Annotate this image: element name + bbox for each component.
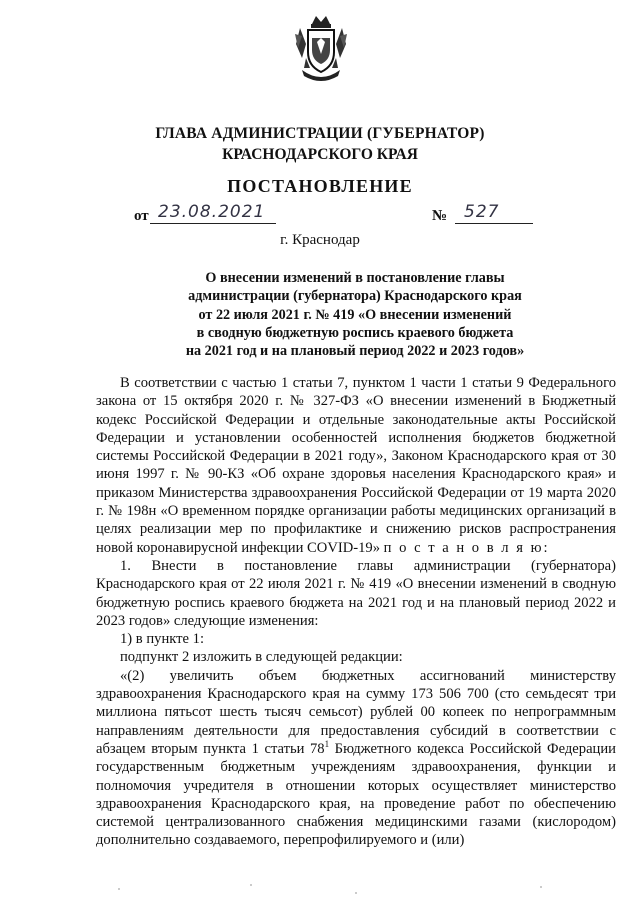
scan-speck — [118, 888, 120, 890]
quote-text-part1: «(2) увеличить объем бюджетных ассигнований министерству здравоохранения Краснодарского края на сумму 173 506 700 (сто семьдесят три миллиона пятьсот шесть тысяч семьсот) рублей 00 копеек по непрограммным направлениям деятельности для предоставления субсидий в соответствии с абзацем вторым пункта 1 статьи 78 — [96, 667, 616, 757]
handwritten-number: 527 — [464, 202, 500, 222]
handwritten-date: 23.08.2021 — [158, 202, 266, 222]
date-label: от — [134, 208, 149, 224]
subitem-paragraph: подпункт 2 изложить в следующей редакции: — [120, 649, 403, 666]
scan-speck — [250, 884, 252, 886]
number-label: № — [432, 208, 448, 224]
item-1-paragraph: 1. Внести в постановление главы администрации (губернатора) Краснодарского края от 22 июля 2021 г. № 419 «О внесении изменений в сводную бюджетную роспись краевого бюджета на 2021 год и на плановый период 2022 и 2023 годов» следующие изменения: — [96, 557, 616, 629]
item-1-1-paragraph: 1) в пункте 1: — [120, 631, 205, 648]
document-heading — [160, 269, 550, 360]
preamble-text: В соответствии с частью 1 статьи 7, пунктом 1 части 1 статьи 9 Федерального закона от 15 октября 2020 г. № 327-ФЗ «О внесении изменений в Бюджетный кодекс Российской Федерации и отдельные законодательные акты Российской Федерации и установлении особенностей исполнения бюджетов бюджетной системы Российской Федерации в 2021 году», Законом Краснодарского края от 30 июня 1997 г. № 90-КЗ «Об охране здоровья населения Краснодарского края» и приказом Министерства здравоохранения Российской Федерации от 19 марта 2020 г. № 198н «О временном порядке организации работы медицинских организаций в целях реализации мер по профилактике и снижению рисков распространения новой коронавирусной инфекции COVID-19» — [96, 375, 616, 556]
document-body — [96, 374, 616, 850]
scan-speck — [355, 892, 357, 894]
document-type: ПОСТАНОВЛЕНИЕ — [227, 176, 413, 196]
issuer-title-line1: ГЛАВА АДМИНИСТРАЦИИ (ГУБЕРНАТОР) — [155, 125, 485, 142]
scan-speck — [540, 886, 542, 888]
quote-superscript: 1 — [324, 739, 330, 750]
number-underline — [455, 223, 533, 224]
quote-text-part2: Бюджетного кодекса Российской Федерации государственным бюджетным учреждениям здравоохранения, функции и полномочия учредителя в отношении которых осуществляет министерство здравоохранения Краснодарского края, на проведение работ по обеспечению системой централизованного снабжения медицинскими газами (кислородом) дополнительно создаваемого, перепрофилируемого и (или) — [96, 740, 616, 849]
quoted-paragraph — [96, 667, 616, 850]
coat-of-arms-emblem — [292, 14, 350, 86]
heading-line: в сводную бюджетную роспись краевого бюджета — [196, 324, 514, 341]
issuer-title-line2: КРАСНОДАРСКОГО КРАЯ — [222, 146, 418, 163]
heading-line: от 22 июля 2021 г. № 419 «О внесении изменений — [198, 306, 512, 323]
heading-line: на 2021 год и на плановый период 2022 и 2023 годов» — [185, 343, 525, 360]
city: г. Краснодар — [280, 232, 360, 248]
date-number-row — [0, 204, 640, 230]
decree-word: п о с т а н о в л я ю: — [383, 539, 550, 556]
heading-line: О внесении изменений в постановление главы — [205, 270, 505, 286]
date-underline — [150, 223, 276, 224]
heading-line: администрации (губернатора) Краснодарского края — [188, 288, 522, 305]
preamble-paragraph — [96, 374, 616, 557]
